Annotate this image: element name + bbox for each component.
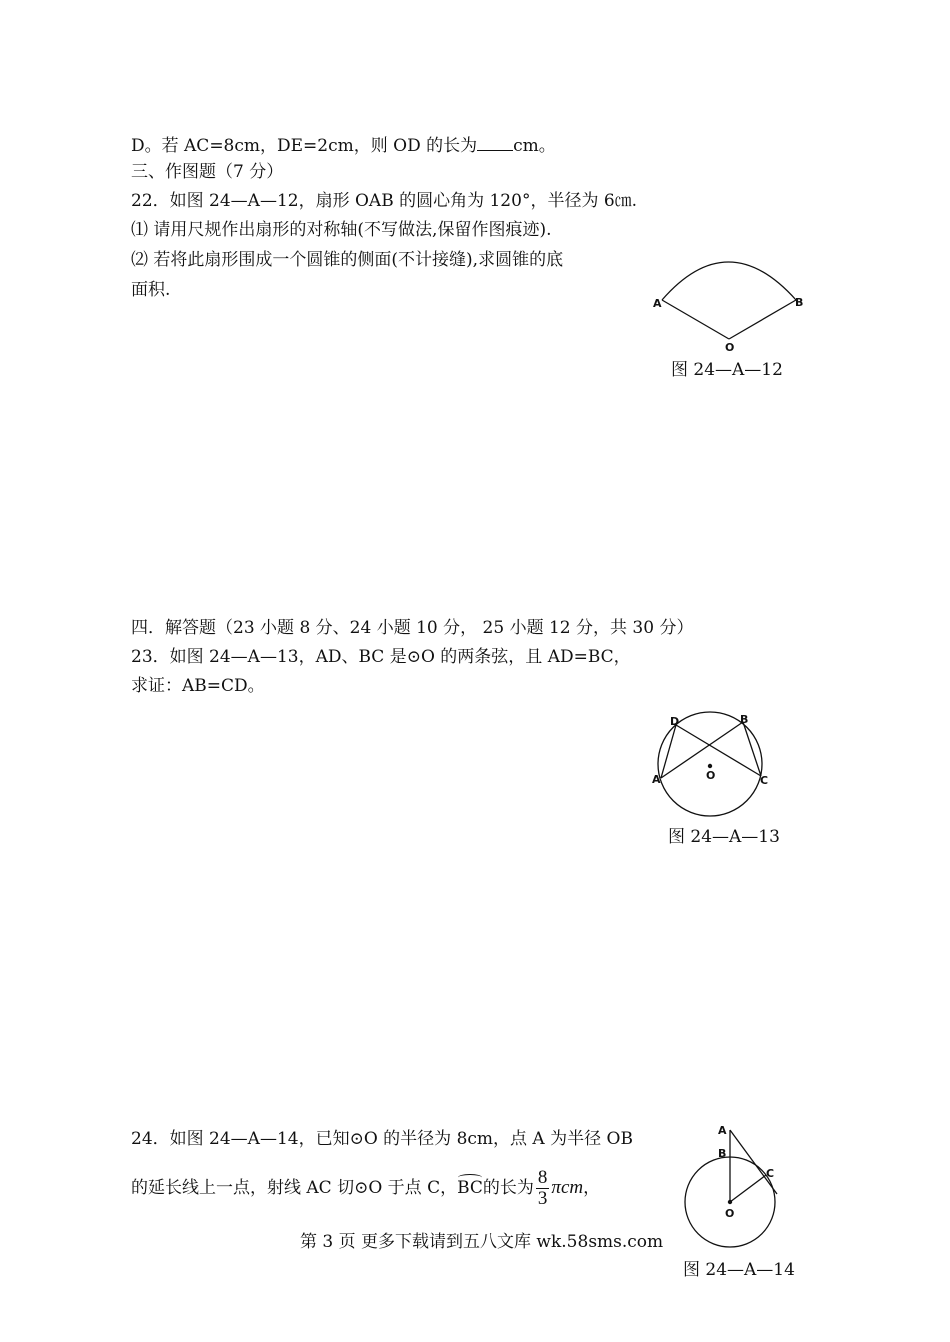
q22-part1: ⑴ 请用尺规作出扇形的对称轴(不写做法,保留作图痕迹). (131, 220, 552, 240)
circle-figure-24-a-14 (680, 1118, 790, 1258)
label-o: O (725, 341, 735, 354)
circle-figure-24-a-13 (650, 708, 780, 818)
label-a: A (718, 1124, 727, 1137)
label-o: O (706, 769, 716, 782)
fraction-numerator: 8 (537, 1167, 548, 1188)
label-d: D (670, 715, 680, 728)
radius-ob (729, 300, 796, 339)
label-a: A (652, 773, 661, 786)
center-dot (728, 1200, 732, 1204)
chord-bc (743, 722, 761, 776)
fraction-8-3 (536, 1168, 550, 1209)
radius-oa (662, 300, 729, 339)
figure-caption-24-a-12: 图 24—A—12 (671, 360, 783, 380)
figure-caption-24-a-14: 图 24—A—14 (683, 1260, 795, 1280)
label-a: A (653, 297, 662, 310)
q24-text-mid: 的长为 (482, 1178, 534, 1198)
sector-figure-24-a-12 (650, 252, 810, 352)
label-o: O (725, 1207, 735, 1220)
q24-text-end: ， (583, 1178, 601, 1198)
label-b: B (740, 713, 749, 726)
q21-unit: cm。 (513, 136, 556, 156)
label-c: C (760, 774, 769, 787)
q24-line1: 24．如图 24—A—14，已知⊙O 的半径为 8cm，点 A 为半径 OB (131, 1129, 633, 1149)
arc-bc: BC (457, 1178, 483, 1198)
radius-oc (730, 1175, 766, 1202)
chord-dc (676, 725, 761, 776)
sector-arc (662, 262, 796, 300)
label-c: C (766, 1167, 775, 1180)
section3-heading: 三、作图题（7 分） (131, 162, 284, 182)
chord-ab (661, 722, 743, 778)
label-b: B (718, 1147, 727, 1160)
q23-stem: 23．如图 24—A—13，AD、BC 是⊙O 的两条弦，且 AD=BC， (131, 647, 631, 667)
q22-part2-line2: 面积. (131, 280, 171, 300)
q23-prove: 求证：AB=CD。 (131, 676, 265, 696)
q22-part2-line1: ⑵ 若将此扇形围成一个圆锥的侧面(不计接缝),求圆锥的底 (131, 250, 564, 270)
fraction-denominator: 3 (537, 1188, 548, 1209)
q22-stem: 22．如图 24—A—12，扇形 OAB 的圆心角为 120°，半径为 6㎝. (131, 191, 638, 211)
q21-answer-line (131, 134, 556, 157)
q24-line2 (131, 1168, 600, 1209)
page-footer: 第 3 页 更多下载请到五八文库 wk.58sms.com (300, 1232, 664, 1252)
section4-heading: 四．解答题（23 小题 8 分、24 小题 10 分， 25 小题 12 分，共 30 分） (131, 618, 694, 638)
q21-answer-blank[interactable] (477, 134, 513, 151)
center-dot (708, 764, 712, 768)
q21-text: D。若 AC=8cm，DE=2cm，则 OD 的长为 (131, 136, 478, 156)
label-b: B (795, 296, 804, 309)
q24-text: 的延长线上一点，射线 AC 切⊙O 于点 C， (131, 1178, 458, 1198)
figure-caption-24-a-13: 图 24—A—13 (668, 827, 780, 847)
pi-unit: πcm (551, 1177, 584, 1198)
